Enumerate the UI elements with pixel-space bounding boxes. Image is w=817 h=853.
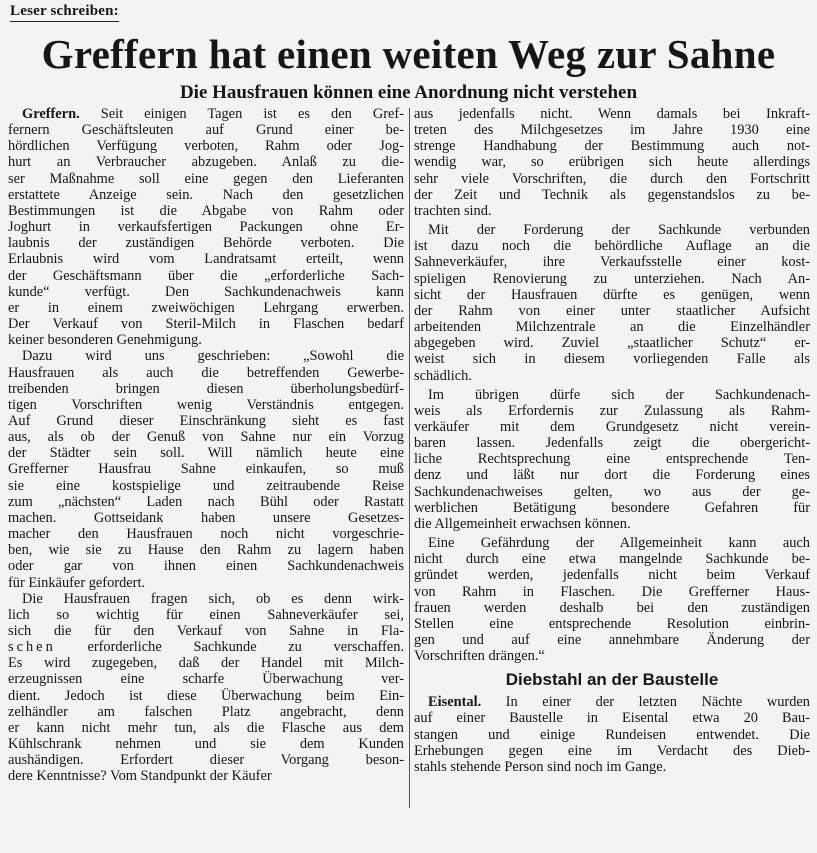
text-line: weis als Erfordernis zur Zulassung als Rahm- bbox=[414, 402, 810, 419]
text-line: Auf Grund dieser Einschränkung sieht es fast bbox=[8, 412, 404, 429]
text-line: gründet werden, jedenfalls nicht beim Verkauf bbox=[414, 567, 810, 584]
dateline: Eisental. bbox=[428, 694, 482, 711]
text-line: Die Hausfrauen fragen sich, ob es denn wirk- bbox=[22, 590, 404, 607]
right-column bbox=[414, 106, 810, 775]
text-line: Erhebungen gegen eine im Verdacht des Dieb- bbox=[414, 742, 810, 759]
text-line: kunde“ verfügt. Den Sachkundenachweis kann bbox=[8, 283, 404, 300]
text-line: trachten sind. bbox=[414, 202, 492, 219]
text-line: zelhändler am falschen Platz angebracht, denn bbox=[8, 703, 404, 720]
text-line bbox=[8, 106, 404, 122]
text-line: Vorschriften drängen.“ bbox=[414, 648, 545, 665]
text-line bbox=[8, 639, 404, 655]
text-line: nicht durch eine etwa mangelnde Sachkunde be- bbox=[414, 551, 810, 568]
text-line: dient. Jedoch ist diese Überwachung beim Ein- bbox=[8, 687, 404, 704]
text-line: Es wird zugegeben, daß der Handel mit Milch- bbox=[8, 655, 404, 672]
text-line: frauen werden deshalb bei den zuständigen bbox=[414, 599, 810, 616]
text-line: Bestimmungen ist die Abgabe von Rahm oder bbox=[8, 202, 404, 219]
paragraph-continuation bbox=[414, 106, 810, 219]
text-line: für Einkäufer gefordert. bbox=[8, 574, 146, 591]
text-line: die Allgemeinheit erwachsen können. bbox=[414, 515, 631, 532]
text-line: der Geschäftsmann über die „erforderliche Sach- bbox=[8, 267, 404, 284]
text-run: erforderliche Sachkunde zu verschaffen. bbox=[55, 639, 404, 656]
text-line: aushändigen. Erfordert dieser Vorgang beson- bbox=[8, 752, 404, 769]
text-line bbox=[414, 694, 810, 710]
text-line: schädlich. bbox=[414, 367, 472, 384]
text-line: macher den Hausfrauen noch nicht vorgeschrie- bbox=[8, 526, 404, 543]
text-line: sich die für den Verkauf von Sahne in Fla- bbox=[8, 623, 404, 639]
text-line: Sachkundenachweises gelten, wo aus der ge- bbox=[414, 483, 810, 500]
paragraph-diebstahl bbox=[414, 694, 810, 775]
text-line: erstattete Anzeige sein. Nach den gesetzlichen bbox=[8, 186, 404, 203]
text-line: weist sich in diesem vorliegenden Falle als bbox=[414, 351, 810, 368]
paragraph-resolution bbox=[414, 535, 810, 664]
text-line: Dazu wird uns geschrieben: „Sowohl die bbox=[22, 348, 404, 365]
text-line: Mit der Forderung der Sachkunde verbunden bbox=[428, 222, 810, 239]
text-line: gen und auf eine annehmbare Änderung der bbox=[414, 632, 810, 648]
paragraph-grundgesetz bbox=[414, 387, 810, 532]
text-line: wendig war, so erübrigen sich heute allerdings bbox=[414, 154, 810, 171]
text-line: hurt an Verbraucher abzugeben. Anlaß zu die- bbox=[8, 154, 404, 171]
text-line: strenge Handhabung der Bestimmung auch not- bbox=[414, 138, 810, 155]
text-line: fernern Geschäftsleuten auf Grund einer be- bbox=[8, 122, 404, 139]
paragraph-staatlicher-schutz bbox=[414, 222, 810, 384]
text-line: aus jedenfalls nicht. Wenn damals bei Inkraft- bbox=[414, 106, 810, 122]
text-line: abgegeben wird. Zuviel „staatlicher Schutz“ er- bbox=[414, 335, 810, 352]
section-kicker: Leser schreiben: bbox=[10, 3, 119, 22]
dateline: Greffern. bbox=[22, 106, 80, 122]
text-line: Sahneverkäufer, ihre Verkaufsstelle einer kost- bbox=[414, 254, 810, 271]
text-line: treibenden bringen diesen überholungsbedürf- bbox=[8, 380, 404, 397]
text-line: sicht der Hausfrauen dürfte es genügen, wenn bbox=[414, 286, 810, 303]
text-line: sehr viele Vorschriften, die durch den Fortschritt bbox=[414, 170, 810, 187]
text-line: Der Verkauf von Steril-Milch in Flaschen bedarf bbox=[8, 316, 404, 333]
text-line: liche Rechtsprechung eine entsprechende Ten- bbox=[414, 451, 810, 468]
text-line: machen. Gottseidank haben unsere Gesetzes- bbox=[8, 509, 404, 526]
text-line: treten des Milchgesetzes im Jahre 1930 eine bbox=[414, 122, 810, 139]
text-line: laubnis der zuständigen Behörde verboten. Die bbox=[8, 235, 404, 252]
text-line: werblichen Betätigung besondere Gefahren für bbox=[414, 499, 810, 516]
column-divider bbox=[409, 108, 410, 808]
text-line: keiner besonderen Genehmigung. bbox=[8, 332, 202, 349]
text-run: In einer der letzten Nächte wurden bbox=[481, 694, 810, 711]
text-line: der Zeit und Technik als gegenstandslos zu be- bbox=[414, 186, 810, 203]
text-line: sie eine kostspielige und zeitraubende Reise bbox=[8, 477, 404, 494]
text-line: Kühlschrank nehmen und sie dem Kunden bbox=[8, 736, 404, 753]
text-line: oder gar von ihnen einen Sachkundenachweis bbox=[8, 558, 404, 575]
paragraph-3 bbox=[8, 591, 404, 785]
text-line: Hausfrauen als auch die betreffenden Gewerbe- bbox=[8, 364, 404, 381]
text-line: arbeitenden Milchzentrale an die Einzelhändler bbox=[414, 319, 810, 336]
article-headline: Greffern hat einen weiten Weg zur Sahne bbox=[41, 31, 776, 77]
text-line: stahls stehende Person sind noch im Gange. bbox=[414, 758, 667, 775]
text-line: erzeugnissen eine scharfe Überwachung ver- bbox=[8, 671, 404, 688]
article-subheadline: Die Hausfrauen können eine Anordnung nicht verstehen bbox=[179, 82, 638, 103]
article-subheading-diebstahl: Diebstahl an der Baustelle bbox=[505, 670, 719, 690]
paragraph-2 bbox=[8, 348, 404, 590]
text-line: Stellen eine entsprechende Resolution einbrin- bbox=[414, 615, 810, 632]
text-line: Im übrigen dürfe sich der Sachkundenach- bbox=[428, 386, 810, 403]
text-line: zum „nächsten“ Laden nach Bühl oder Rastatt bbox=[8, 493, 404, 510]
text-line: denz und läßt nur dort die Forderung eines bbox=[414, 467, 810, 484]
text-line: von Rahm in Flaschen. Die Grefferner Haus- bbox=[414, 583, 810, 600]
text-line: lich so wichtig für einen Sahneverkäufer sei, bbox=[8, 606, 404, 623]
text-line: Grefferner Hausfrau Sahne einkaufen, so muß bbox=[8, 461, 404, 478]
text-line: der Städter sein soll. Will nämlich heute eine bbox=[8, 445, 404, 462]
text-line: Joghurt in verkaufsfertigen Packungen ohne Er- bbox=[8, 219, 404, 236]
text-line: ben, wie sie zu Hause den Rahm zu lagern haben bbox=[8, 542, 404, 559]
text-line: baren lassen. Jedenfalls zeigt die obergericht- bbox=[414, 435, 810, 452]
text-line: auf einer Baustelle in Eisental etwa 20 Bau- bbox=[414, 710, 810, 727]
text-line: Eine Gefährdung der Allgemeinheit kann auch bbox=[428, 535, 810, 552]
text-line: aus, als ob der Genuß von Sahne nur ein Vorzug bbox=[8, 429, 404, 446]
paragraph-1 bbox=[8, 106, 404, 348]
text-line: verkäufer mit dem Grundgesetz nicht verein- bbox=[414, 418, 810, 435]
text-line: er in einem zweiwöchigen Lehrgang erwerben. bbox=[8, 299, 404, 316]
text-line: Erlaubnis wird vom Landratsamt erteilt, wenn bbox=[8, 251, 404, 268]
text-line: spieligen Renovierung zu unterziehen. Nach An- bbox=[414, 270, 810, 287]
left-column bbox=[8, 106, 404, 785]
text-line: stangen und einige Rundeisen entwendet. Die bbox=[414, 726, 810, 743]
text-line: ser Maßnahme soll eine gegen den Lieferanten bbox=[8, 170, 404, 187]
text-line: der Rahm von einer unter staatlicher Aufsicht bbox=[414, 302, 810, 319]
spaced-word: schen bbox=[8, 639, 56, 656]
text-line: tigen Vorschriften wenig Verständnis entgegen. bbox=[8, 396, 404, 413]
text-line: dere Kenntnisse? Vom Standpunkt der Käufer bbox=[8, 768, 272, 785]
text-line: er kann nicht mehr tun, als die Flasche aus dem bbox=[8, 719, 404, 736]
text-run: Seit einigen Tagen ist es den Gref- bbox=[79, 106, 404, 122]
text-line: hördlichen Verfügung verboten, Rahm oder Jog- bbox=[8, 138, 404, 155]
text-line: ist dazu noch die behördliche Auflage an die bbox=[414, 238, 810, 255]
